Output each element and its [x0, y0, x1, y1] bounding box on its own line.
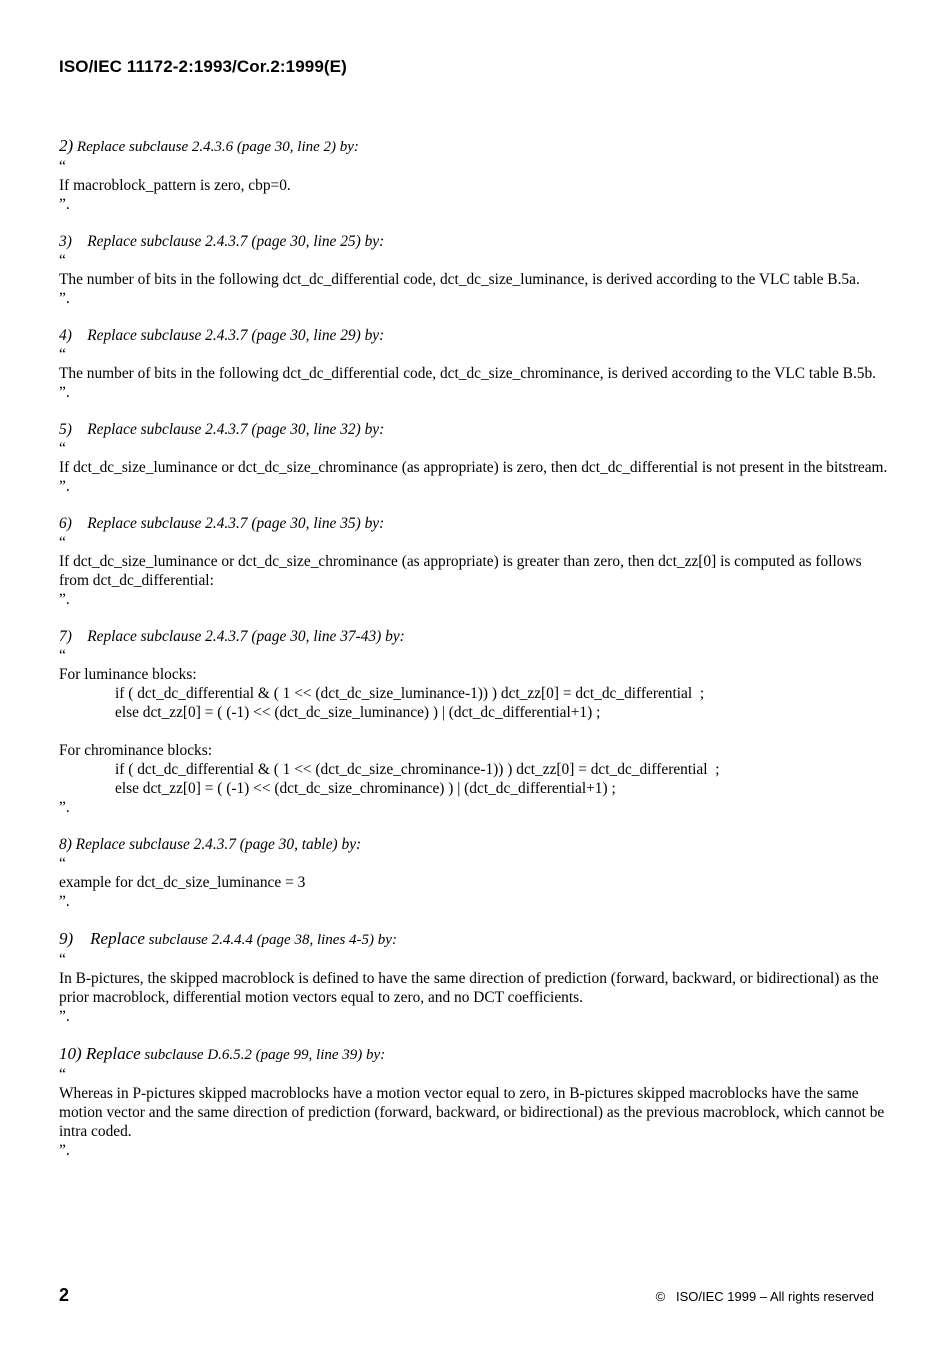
close-quote: ”. [59, 799, 70, 816]
section-9 [59, 929, 889, 1026]
page-number: 2 [59, 1285, 70, 1305]
section-body: The number of bits in the following dct_dc_differential code, dct_dc_size_chrominance, is derived according to the VLC table B.5b. [59, 365, 877, 382]
section-heading: 4) Replace subclause 2.4.3.7 (page 30, line 29) by: [59, 327, 385, 344]
section-body: If dct_dc_size_luminance or dct_dc_size_chrominance (as appropriate) is zero, then dct_dc_differential is not present in the bitstream. [59, 459, 888, 476]
open-quote: “ [59, 1066, 66, 1083]
section-heading: 2) Replace subclause 2.4.3.6 (page 30, line 2) by: [59, 136, 359, 155]
close-quote: ”. [59, 1142, 70, 1159]
luminance-label: For luminance blocks: [59, 666, 197, 683]
open-quote: “ [59, 440, 66, 457]
open-quote: “ [59, 855, 66, 872]
section-heading: 8) Replace subclause 2.4.3.7 (page 30, table) by: [59, 836, 362, 853]
section-heading: 3) Replace subclause 2.4.3.7 (page 30, line 25) by: [59, 233, 385, 250]
close-quote: ”. [59, 478, 70, 495]
close-quote: ”. [59, 384, 70, 401]
luminance-code-line: else dct_zz[0] = ( (-1) << (dct_dc_size_luminance) ) | (dct_dc_differential+1) ; [115, 704, 601, 721]
section-4 [59, 326, 889, 402]
chrominance-label: For chrominance blocks: [59, 742, 213, 759]
section-body: If dct_dc_size_luminance or dct_dc_size_chrominance (as appropriate) is greater than zero, then dct_zz[0] is computed as follows from dct_dc_differential: [59, 553, 862, 589]
document-id-header: ISO/IEC 11172-2:1993/Cor.2:1999(E) [59, 57, 347, 76]
section-2 [59, 136, 889, 214]
chrominance-code-line: if ( dct_dc_differential & ( 1 << (dct_dc_size_chrominance-1)) ) dct_zz[0] = dct_dc_differential ; [115, 761, 720, 778]
open-quote: “ [59, 158, 66, 175]
close-quote: ”. [59, 591, 70, 608]
section-10 [59, 1044, 889, 1160]
close-quote: ”. [59, 893, 70, 910]
close-quote: ”. [59, 1008, 70, 1025]
section-heading: 5) Replace subclause 2.4.3.7 (page 30, line 32) by: [59, 421, 385, 438]
section-body: The number of bits in the following dct_dc_differential code, dct_dc_size_luminance, is derived according to the VLC table B.5a. [59, 271, 860, 288]
open-quote: “ [59, 951, 66, 968]
section-7 [59, 627, 889, 817]
section-6 [59, 514, 889, 609]
section-heading: 9) Replace subclause 2.4.4.4 (page 38, lines 4-5) by: [59, 929, 397, 948]
section-heading: 6) Replace subclause 2.4.3.7 (page 30, line 35) by: [59, 515, 385, 532]
section-body: example for dct_dc_size_luminance = 3 [59, 874, 306, 891]
luminance-code-line: if ( dct_dc_differential & ( 1 << (dct_dc_size_luminance-1)) ) dct_zz[0] = dct_dc_differential ; [115, 685, 705, 702]
open-quote: “ [59, 647, 66, 664]
open-quote: “ [59, 346, 66, 363]
section-heading: 7) Replace subclause 2.4.3.7 (page 30, line 37-43) by: [59, 628, 405, 645]
close-quote: ”. [59, 196, 70, 213]
copyright-notice: © ISO/IEC 1999 – All rights reserved [655, 1289, 874, 1304]
section-body: In B-pictures, the skipped macroblock is defined to have the same direction of prediction (forward, backward, or bidirectional) as the prior macroblock, differential motion vectors equal to zero, and no DCT coefficients. [59, 970, 879, 1006]
close-quote: ”. [59, 290, 70, 307]
section-heading: 10) Replace subclause D.6.5.2 (page 99, line 39) by: [59, 1044, 386, 1063]
section-body: If macroblock_pattern is zero, cbp=0. [59, 177, 291, 194]
open-quote: “ [59, 534, 66, 551]
document-body [59, 136, 889, 1178]
section-body: Whereas in P-pictures skipped macroblocks have a motion vector equal to zero, in B-pictures skipped macroblocks have the same motion vector and the same direction of prediction (forward, backward, or bidirectional) as the previous macroblock, which cannot be intra coded. [59, 1085, 885, 1140]
section-8 [59, 835, 889, 911]
chrominance-code-line: else dct_zz[0] = ( (-1) << (dct_dc_size_chrominance) ) | (dct_dc_differential+1) ; [115, 780, 616, 797]
open-quote: “ [59, 252, 66, 269]
section-3 [59, 232, 889, 308]
section-5 [59, 420, 889, 496]
